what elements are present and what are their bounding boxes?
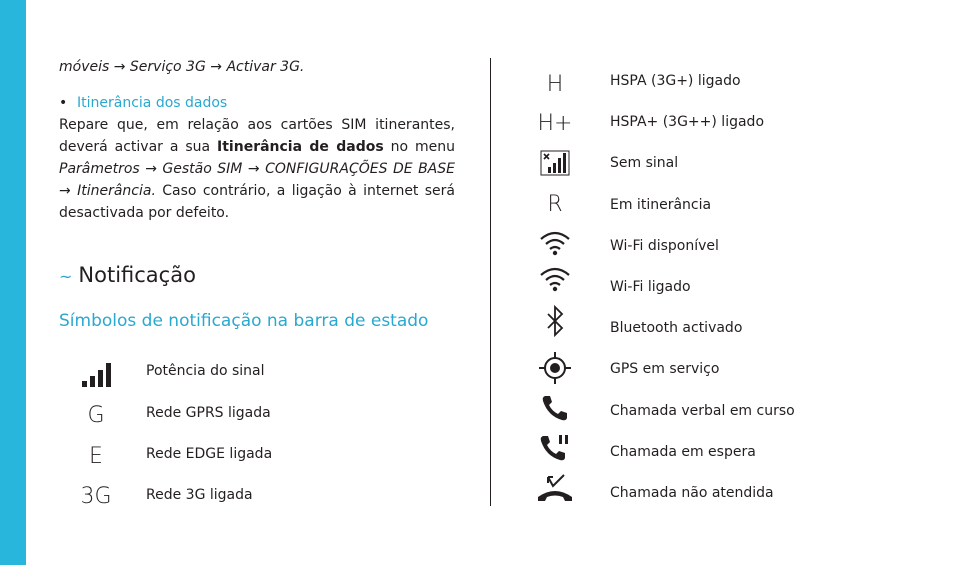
para-menu-path: Parâmetros → Gestão SIM → CONFIGURAÇÕES DE BASE → Itinerância. <box>59 161 455 199</box>
hspa-icon: H <box>546 71 564 97</box>
symbol-label: HSPA (3G+) ligado <box>610 73 741 89</box>
bullet-heading <box>59 92 455 114</box>
roaming-icon: R <box>547 191 563 217</box>
bullet-title: Itinerância dos dados <box>77 95 228 111</box>
symbol-label: Em itinerância <box>610 197 712 213</box>
symbol-label: Bluetooth activado <box>610 320 743 336</box>
wifi-connected-icon <box>535 264 575 294</box>
no-signal-icon <box>535 148 575 178</box>
symbol-label: Chamada não atendida <box>610 485 774 501</box>
symbol-label: GPS em serviço <box>610 361 720 377</box>
para-text-1: Repare que, em relação aos cartões SIM itinerantes, deverá activar a sua <box>59 117 455 155</box>
roaming-paragraph <box>59 114 455 224</box>
symbol-label: Rede 3G ligada <box>146 487 253 503</box>
missed-call-icon <box>535 473 575 503</box>
symbol-label: Chamada em espera <box>610 444 756 460</box>
section-title <box>59 259 196 293</box>
gprs-icon: G <box>87 402 105 428</box>
section-title-text: Notificação <box>78 263 196 287</box>
para-text-3: Caso contrário, a ligação à internet será desactivada por defeito. <box>59 183 456 221</box>
symbol-label: Wi-Fi disponível <box>610 238 719 254</box>
para-bold: Itinerância de dados <box>217 139 384 155</box>
left-column <box>59 56 455 224</box>
edge-icon: E <box>89 443 103 469</box>
bluetooth-icon <box>535 306 575 336</box>
intro-path: móveis → Serviço 3G → Activar 3G. <box>59 59 305 75</box>
hspa-plus-icon: H+ <box>537 110 573 136</box>
subsection-title: Símbolos de notificação na barra de estado <box>59 311 429 331</box>
symbol-label: Rede EDGE ligada <box>146 446 273 462</box>
symbol-label: Sem sinal <box>610 155 679 171</box>
column-divider <box>490 58 491 506</box>
para-text-2: no menu <box>383 139 455 155</box>
call-in-progress-icon <box>535 393 575 423</box>
side-color-bar <box>0 0 26 565</box>
3g-icon: 3G <box>80 483 112 509</box>
signal-strength-icon <box>76 360 116 390</box>
call-on-hold-icon <box>535 432 575 462</box>
symbol-label: Chamada verbal em curso <box>610 403 795 419</box>
symbol-label: HSPA+ (3G++) ligado <box>610 114 765 130</box>
symbol-label: Wi-Fi ligado <box>610 279 691 295</box>
wifi-available-icon <box>535 228 575 258</box>
bullet-marker: • <box>59 95 68 111</box>
symbol-label: Rede GPRS ligada <box>146 405 271 421</box>
gps-icon <box>535 353 575 383</box>
symbol-label: Potência do sinal <box>146 363 265 379</box>
section-tilde: ~ <box>59 267 73 286</box>
